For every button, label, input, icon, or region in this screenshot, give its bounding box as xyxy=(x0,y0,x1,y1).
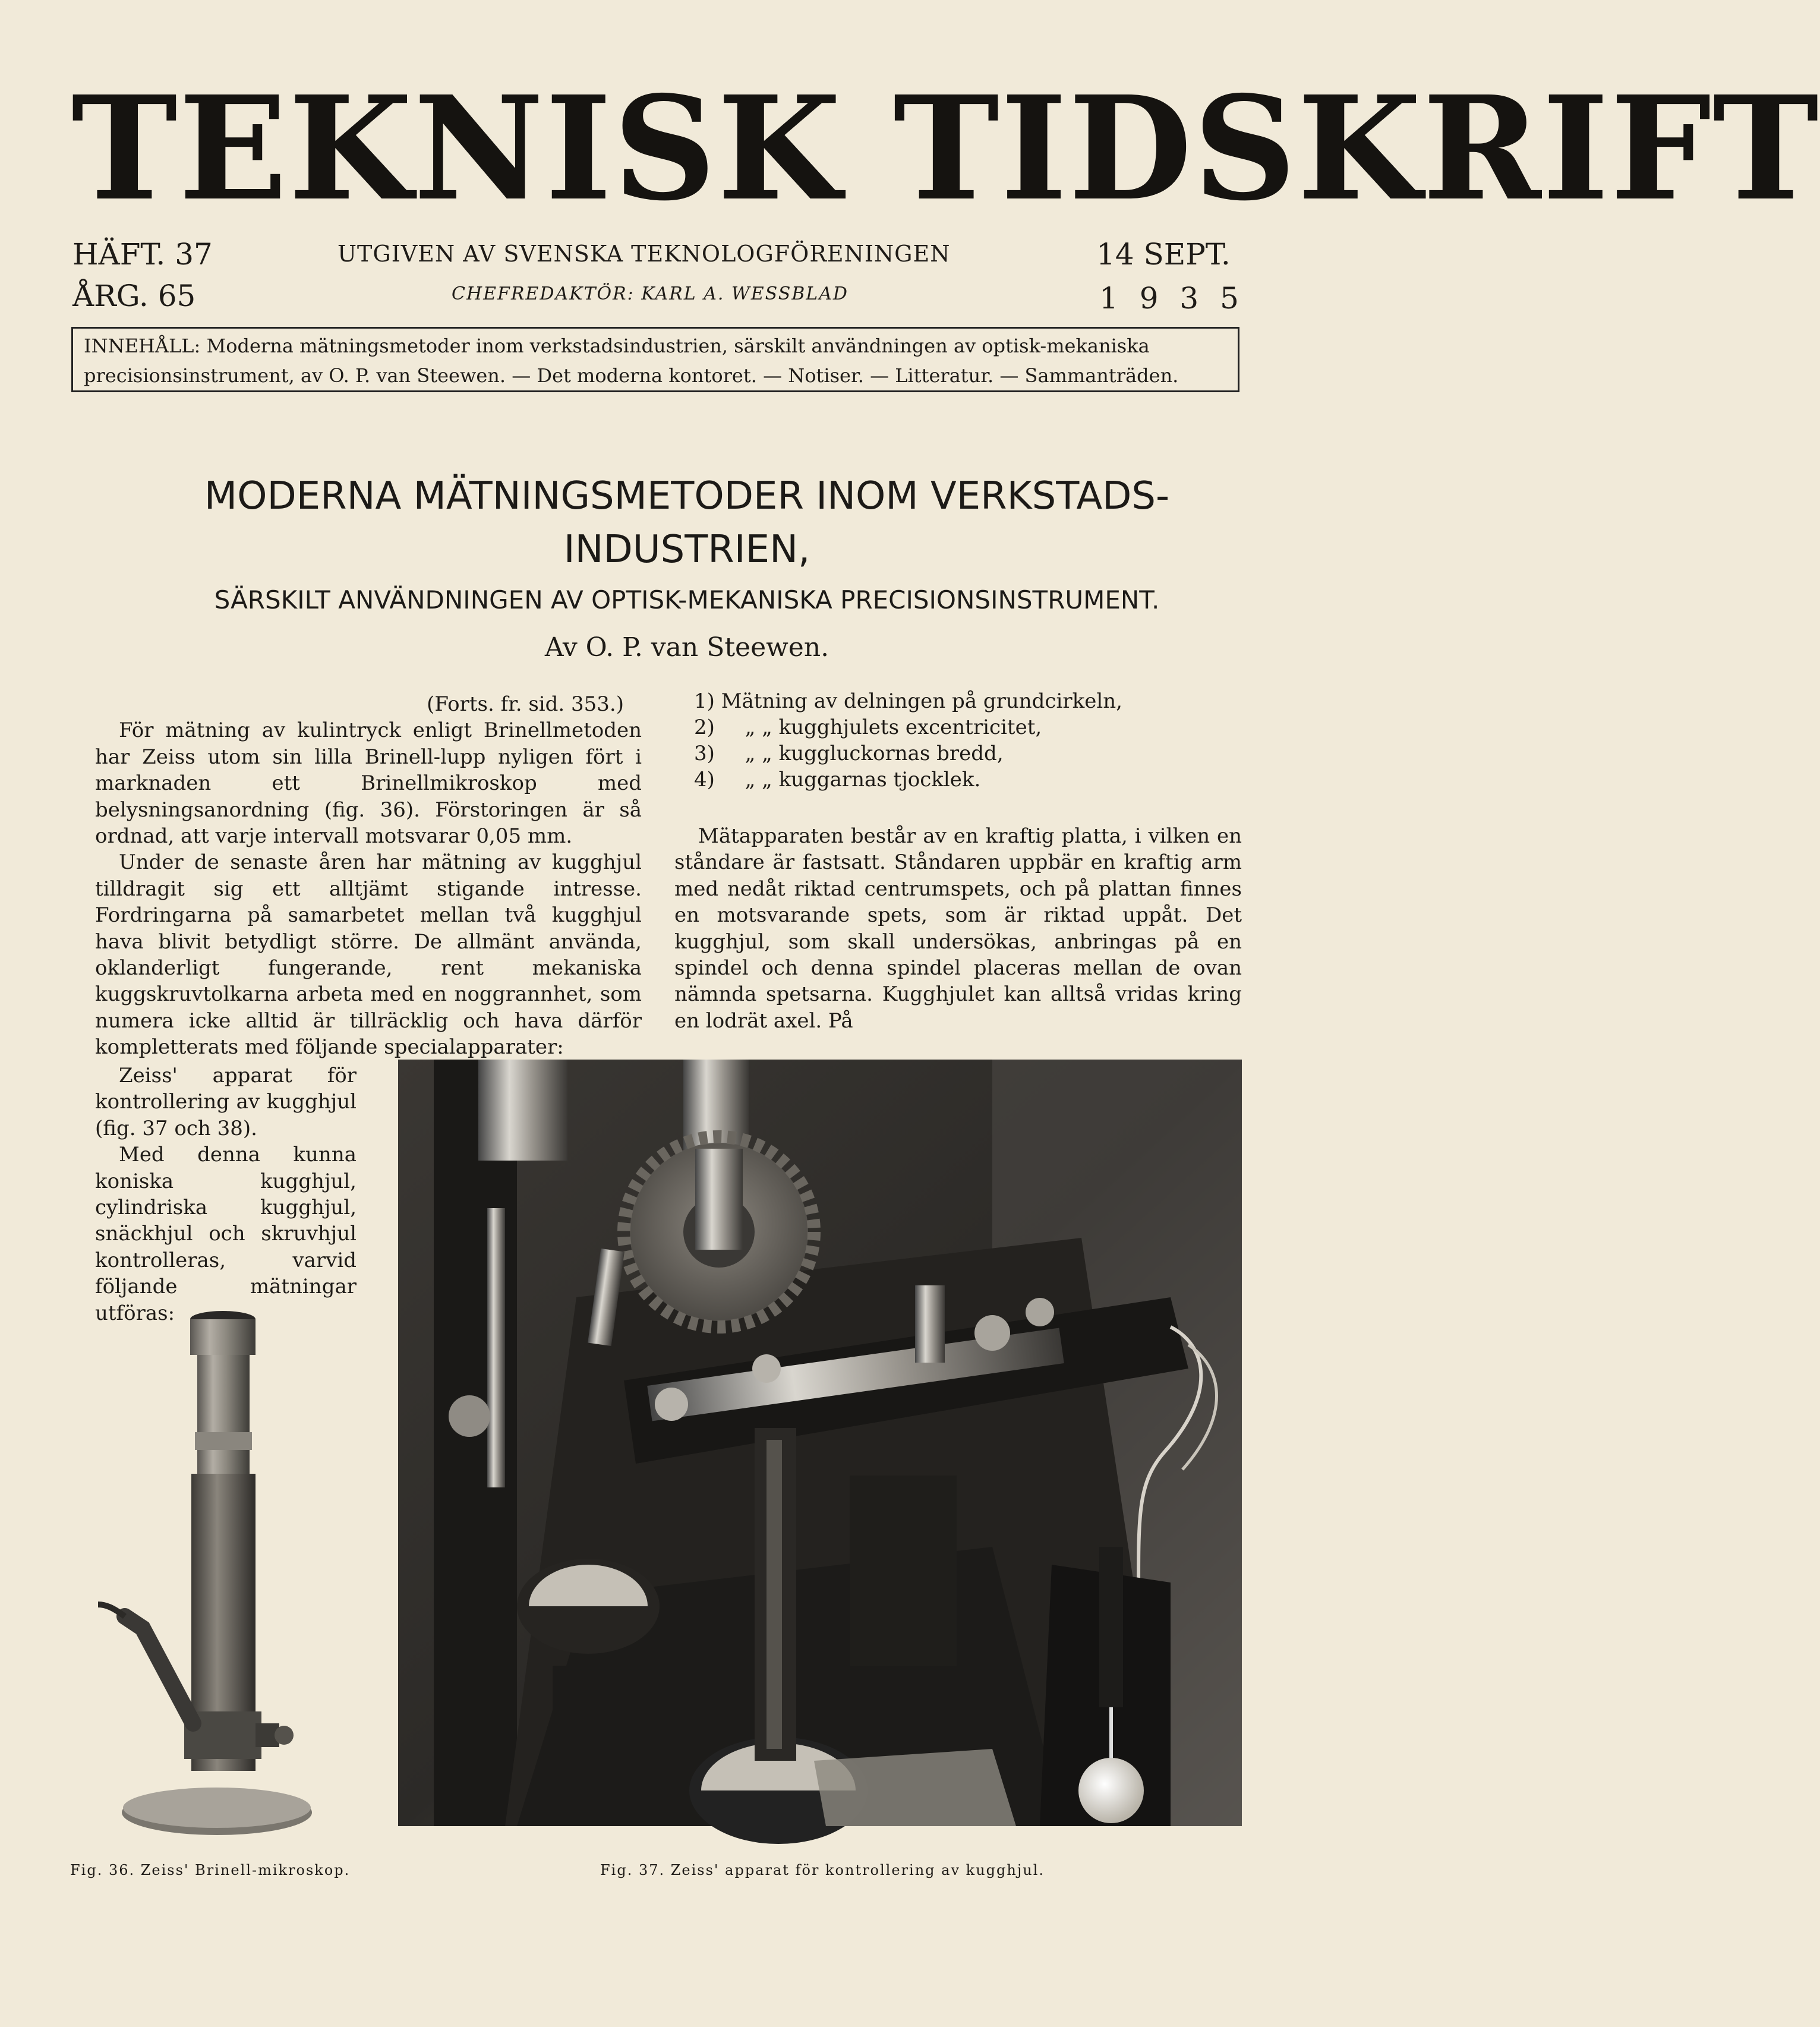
issue-date: 14 SEPT. xyxy=(1096,237,1231,272)
paragraph-brinell: För mätning av kulintryck enligt Brinellmetoden har Zeiss utom sin lilla Brinell-lupp nyligen fört i marknaden ett Brinellmikroskop med belysningsanordning (fig. 36). Förstoringen är så ordnad, att varje intervall motsvarar 0,05 mm. xyxy=(95,718,642,849)
article-byline: Av O. P. van Steewen. xyxy=(544,632,829,663)
paragraph-zeiss-apparat: Zeiss' apparat för kontrollering av kugghjul (fig. 37 och 38). xyxy=(95,1064,357,1140)
paragraph-matningar: Med denna kunna koniska kugghjul, cylindriska kugghjul, snäckhjul och skruvhjul kontrolleras, varvid följande mätningar utföras: xyxy=(95,1143,357,1325)
list-item: 2) „ „ kugghjulets excentricitet, xyxy=(694,715,1042,739)
issue-number: HÄFT. 37 xyxy=(72,237,213,272)
editor-line: CHEFREDAKTÖR: KARL A. WESSBLAD xyxy=(452,283,849,304)
list-item: 3) „ „ kuggluckornas bredd, xyxy=(694,742,1004,765)
list-item: 4) „ „ kuggarnas tjocklek. xyxy=(694,768,981,792)
issue-year: 1 9 3 5 xyxy=(1099,281,1245,316)
brinell-microscope-illustration xyxy=(89,1307,315,1842)
paragraph-kugghjul: Under de senaste åren har mätning av kugghjul tilldragit sig ett alltjämt stigande intresse. Fordringarna på samarbetet mellan två kugghjul hava blivit betydligt större. De allmänt använda, oklanderligt fungerande, rent mekaniska kuggskruvtolkarna arbeta med en noggrannhet, som numera icke alltid är tillräcklig och hava därför kompletterats med följande specialapparater: xyxy=(95,850,642,1060)
contents-box xyxy=(71,327,1239,392)
figure-36-photo xyxy=(89,1307,315,1842)
contents-line-1: INNEHÅLL: Moderna mätningsmetoder inom verkstadsindustrien, särskilt användningen av optisk-mekaniska xyxy=(84,335,1150,357)
figure-37-caption: Fig. 37. Zeiss' apparat för kontrollering av kugghjul. xyxy=(600,1862,1045,1878)
measurement-list xyxy=(694,688,1241,793)
figure-37-photo xyxy=(398,1060,1242,1826)
figure-36-caption: Fig. 36. Zeiss' Brinell-mikroskop. xyxy=(70,1862,351,1878)
article-title-line-2: INDUSTRIEN, xyxy=(563,528,810,572)
publisher-line: UTGIVEN AV SVENSKA TEKNOLOGFÖRENINGEN xyxy=(337,241,951,267)
contents-line-2: precisionsinstrument, av O. P. van Steewen. — Det moderna kontoret. — Notiser. — Litteratur. — Sammanträden. xyxy=(84,364,1179,387)
left-column xyxy=(95,691,642,1061)
continuation-note: (Forts. fr. sid. 353.) xyxy=(427,692,624,716)
list-item: 1) Mätning av delningen på grundcirkeln, xyxy=(694,689,1122,713)
left-narrow-column xyxy=(95,1063,357,1326)
article-title-line-1: MODERNA MÄTNINGSMETODER INOM VERKSTADS- xyxy=(204,474,1170,518)
masthead-title: TEKNISK TIDSKRIFT xyxy=(71,65,1820,232)
gear-apparatus-illustration xyxy=(398,1060,1242,1826)
volume-number: ÅRG. 65 xyxy=(72,279,196,313)
article-subtitle: SÄRSKILT ANVÄNDNINGEN AV OPTISK-MEKANISKA PRECISIONSINSTRUMENT. xyxy=(214,585,1160,614)
right-column xyxy=(674,823,1242,1034)
paragraph-matapparaten: Mätapparaten består av en kraftig platta, i vilken en ståndare är fastsatt. Ståndaren uppbär en kraftig arm med nedåt riktad centrumspets, och på plattan finnes en motsvarande spets, som är riktad uppåt. Det kugghjul, som skall undersökas, anbringas på en spindel och denna spindel placeras mellan de ovan nämnda spetsarna. Kugghjulet kan alltså vridas kring en lodrät axel. På xyxy=(674,824,1242,1033)
